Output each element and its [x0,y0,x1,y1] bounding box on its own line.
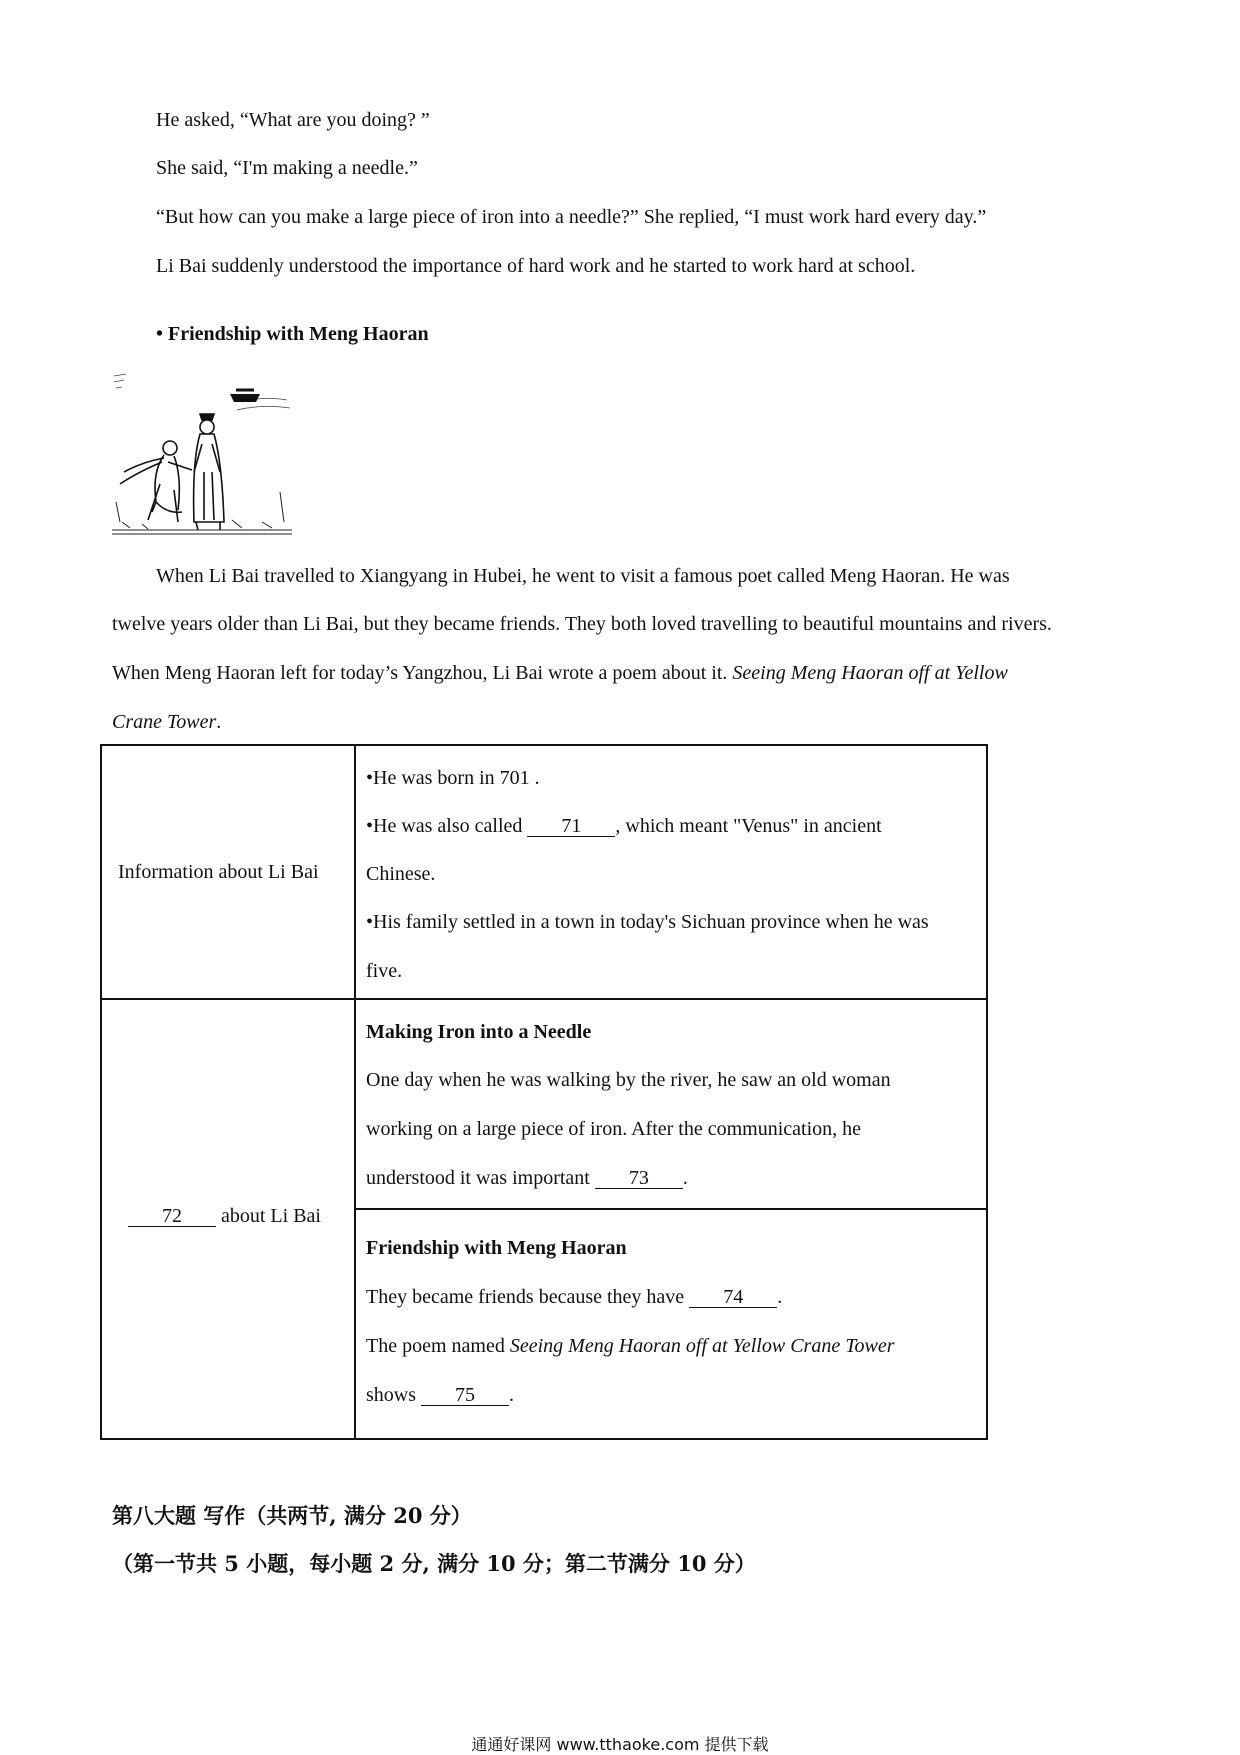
section8-subtitle: （第一节共 5 小题，每小题 2 分, 满分 10 分；第二节满分 10 分） [112,1551,756,1576]
story2-line-3-text: shows [366,1384,422,1406]
blank-73[interactable]: 73 [595,1168,683,1189]
story2-line-3 [366,1383,514,1407]
li-bai-meng-haoran-illustration [112,372,292,537]
story-line-2: She said, “I'm making a needle.” [156,157,418,179]
footer-watermark: 通通好课网 www.tthaoke.com 提供下载 [471,1735,769,1754]
row2-label [128,1204,321,1228]
story1-line-3-text: understood it was important [366,1167,595,1189]
story2-line-1-period: . [777,1286,783,1308]
blank-71[interactable]: 71 [527,816,615,837]
friendship-para-line-2: twelve years older than Li Bai, but they became friends. They both loved travelling to beautiful mountains and rivers. [112,613,1052,635]
row1-bullet-1: •He was born in 701 . [366,767,540,789]
section8-title: 第八大题 写作（共两节, 满分 20 分） [112,1503,472,1528]
row1-bullet-2 [366,814,882,838]
blank-72[interactable]: 72 [128,1206,216,1227]
poem-title-part-1: Seeing Meng Haoran off at Yellow [732,662,1008,684]
story2-line-1-text: They became friends because they have [366,1286,690,1308]
table-subrow-divider [354,1208,986,1210]
friendship-para-line-4 [112,710,221,734]
story1-line-2: working on a large piece of iron. After the communication, he [366,1118,862,1140]
story-line-4: Li Bai suddenly understood the importance of hard work and he started to work hard at school. [156,255,916,277]
row1-label: Information about Li Bai [118,861,319,883]
story1-line-3 [366,1166,688,1190]
story2-line-2 [366,1334,895,1358]
blank-74[interactable]: 74 [689,1287,777,1308]
table-column-divider [354,746,356,1438]
row1-bullet-2-cont: Chinese. [366,863,436,885]
row2-label-text: about Li Bai [216,1205,321,1227]
row1-bullet-3-cont: five. [366,960,403,982]
row1-bullet-2-text-b: , which meant "Venus" in ancient [615,815,882,837]
friendship-heading: • Friendship with Meng Haoran [156,323,429,345]
row1-bullet-2-text-a: •He was also called [366,815,528,837]
story1-title: Making Iron into a Needle [366,1021,592,1043]
story-line-3: “But how can you make a large piece of iron into a needle?” She replied, “I must work hard every day.” [156,206,987,228]
table-row-divider [102,998,986,1000]
story2-title: Friendship with Meng Haoran [366,1237,627,1259]
story-line-1: He asked, “What are you doing? ” [156,109,430,131]
story1-line-1: One day when he was walking by the river, he saw an old woman [366,1069,891,1091]
story1-line-3-period: . [682,1167,688,1189]
story2-line-1 [366,1285,782,1309]
friendship-para-line-1: When Li Bai travelled to Xiangyang in Hubei, he went to visit a famous poet called Meng Haoran. He was [156,565,1010,587]
blank-75[interactable]: 75 [421,1385,509,1406]
story2-poem-title: Seeing Meng Haoran off at Yellow Crane Tower [509,1335,895,1357]
poem-title-period: . [216,711,222,733]
friendship-para-line-3-text: When Meng Haoran left for today’s Yangzhou, Li Bai wrote a poem about it. [112,662,733,684]
row1-bullet-3: •His family settled in a town in today's Sichuan province when he was [366,911,929,933]
story2-line-2-text: The poem named [366,1335,510,1357]
info-table [100,744,988,1440]
friendship-para-line-3 [112,661,1008,685]
poem-title-part-2: Crane Tower [112,711,217,733]
story2-line-3-period: . [509,1384,515,1406]
